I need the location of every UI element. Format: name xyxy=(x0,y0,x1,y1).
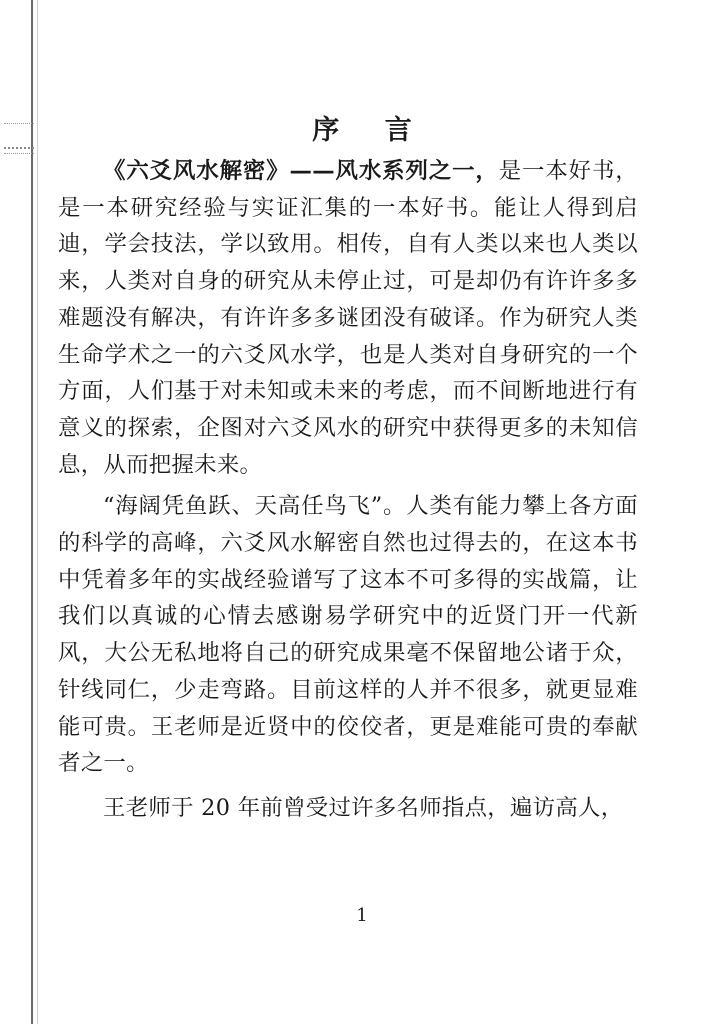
page-number: 1 xyxy=(356,905,368,926)
paragraph-1-text: 是一本好书，是一本研究经验与实证汇集的一本好书。能让人得到启迪，学会技法，学以致用。相传，自有人类以来也人类以来，人类对自身的研究从未停止过，可是却仍有许许多多难题没有解决，有许许多多谜团没有破译。作为研究人类生命学术之一的六爻风水学，也是人类对自身研究的一个方面，人们基于对未知或未来的考虑，而不间断地进行有意义的探索，企图对六爻风水的研究中获得更多的未知信息，从而把握未来。 xyxy=(58,158,638,478)
paragraph-2: “海阔凭鱼跃、天高任鸟飞”。人类有能力攀上各方面的科学的高峰，六爻风水解密自然也过得去的，在这本书中凭着多年的实战经验谱写了这本不可多得的实战篇，让我们以真诚的心情去感谢易学研究中的近贤门开一代新风，大公无私地将自己的研究成果毫不保留地公诸于众，针线同仁，少走弯路。目前这样的人并不很多，就更显难能可贵。王老师是近贤中的佼佼者，更是难能可贵的奉献者之一。 xyxy=(58,493,638,777)
paragraph-1 xyxy=(58,153,638,483)
scan-mark xyxy=(4,153,34,155)
scan-mark xyxy=(4,147,34,150)
book-title-reference: 《六爻风水解密》——风水系列之一， xyxy=(103,158,499,184)
page-title: 序 言 xyxy=(312,115,430,147)
binding-margin-shadow xyxy=(37,0,38,1024)
paragraph-3: 王老师于 20 年前曾受过许多名师指点，遍访高人， xyxy=(103,794,624,821)
preface-body xyxy=(58,153,638,827)
